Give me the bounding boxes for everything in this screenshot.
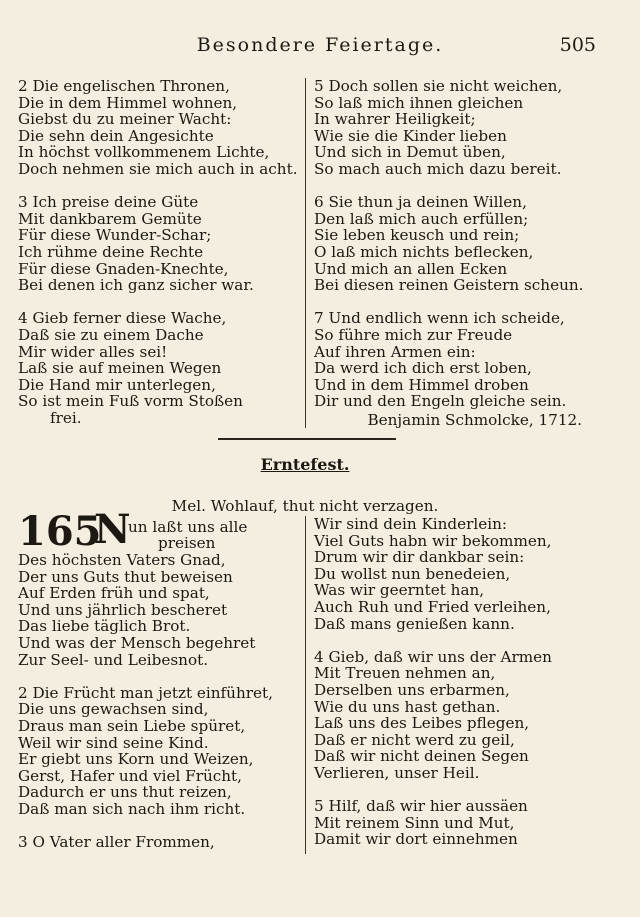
verse-line: Sie leben keusch und rein; [314, 226, 520, 245]
verse-line: Wie du uns hast gethan. [314, 697, 501, 716]
verse-line: Er giebt uns Korn und Weizen, [18, 750, 254, 769]
verse-line: 4 Gieb ferner diese Wache, [18, 309, 227, 328]
verse-line: So ist mein Fuß vorm Stoßen [18, 392, 243, 411]
stanza [314, 516, 596, 632]
verse-line: Die sehn dein Angesichte [18, 126, 214, 145]
verse-line: Bei diesen reinen Geistern scheun. [314, 276, 584, 295]
verse-line: Viel Guts habn wir bekommen, [314, 531, 552, 550]
stanza [18, 552, 300, 668]
verse-line: Auf ihren Armen ein: [314, 342, 476, 361]
verse-line: Zur Seel- und Leibesnot. [18, 650, 209, 669]
lower-column-divider [305, 516, 306, 854]
verse-line: So laß mich ihnen gleichen [314, 93, 524, 112]
verse-line: Daß er nicht werd zu geil, [314, 730, 515, 749]
verse-line: Laß uns des Leibes pflegen, [314, 714, 530, 733]
upper-left-column [18, 78, 300, 426]
verse-line: Gerst, Hafer und viel Frücht, [18, 766, 242, 785]
verse-line: Du wollst nun benedeien, [314, 564, 511, 583]
hymn-number: 165 [18, 508, 102, 555]
section-heading: Erntefest. [260, 455, 350, 474]
drop-cap: N [94, 506, 131, 553]
verse-line: Mit Treuen nehmen an, [314, 664, 496, 683]
verse-line: Ich rühme deine Rechte [18, 242, 204, 261]
verse-line: Auf Erden früh und spat, [18, 584, 210, 603]
verse-line: 3 Ich preise deine Güte [18, 193, 199, 212]
verse-line: Mir wider alles sei! [18, 342, 168, 361]
verse-line: Auch Ruh und Fried verleihen, [314, 597, 551, 616]
verse-line: Weil wir sind seine Kind. [18, 733, 209, 752]
verse-line: Für diese Gnaden-Knechte, [18, 259, 229, 278]
verse-line: Draus man sein Liebe spüret, [18, 716, 246, 735]
verse-line: 6 Sie thun ja deinen Willen, [314, 193, 527, 212]
verse-line: 5 Doch sollen sie nicht weichen, [314, 77, 563, 95]
verse-line: Und mich an allen Ecken [314, 259, 508, 278]
verse-line: Mit reinem Sinn und Mut, [314, 813, 515, 832]
upper-right-column [314, 78, 596, 410]
stanza [314, 310, 596, 410]
verse-line: frei. [50, 408, 82, 427]
verse-line: Wie sie die Kinder lieben [314, 126, 507, 145]
verse-line: O laß mich nichts beflecken, [314, 242, 534, 261]
verse-line: Daß man sich nach ihm richt. [18, 799, 246, 818]
verse-line: Daß sie zu einem Dache [18, 325, 204, 344]
verse-line: Bei denen ich ganz sicher war. [18, 276, 254, 295]
upper-column-divider [305, 78, 306, 428]
verse-line: Und in dem Himmel droben [314, 375, 529, 394]
page-number: 505 [559, 34, 596, 56]
verse-line: Daß mans genießen kann. [314, 614, 515, 633]
verse-line: Daß wir nicht deinen Segen [314, 747, 529, 766]
verse-line: Der uns Guts thut beweisen [18, 567, 233, 586]
stanza [18, 310, 300, 426]
verse-line: So führe mich zur Freude [314, 325, 513, 344]
verse-line: Mit dankbarem Gemüte [18, 209, 202, 228]
stanza [314, 194, 596, 294]
author-attribution: Benjamin Schmolcke, 1712. [367, 411, 582, 429]
verse-line: 7 Und endlich wenn ich scheide, [314, 309, 565, 328]
verse-line: Dadurch er uns thut reizen, [18, 783, 232, 802]
verse-line: Da werd ich dich erst loben, [314, 359, 532, 378]
melody-line: Mel. Wohlauf, thut nicht verzagen. [171, 497, 439, 515]
verse-line: 2 Die Frücht man jetzt einführet, [18, 683, 273, 702]
verse-line: Damit wir dort einnehmen [314, 830, 518, 849]
stanza [314, 798, 596, 848]
verse-line: Die in dem Himmel wohnen, [18, 93, 238, 112]
verse-line: Für diese Wunder-Schar; [18, 226, 212, 245]
verse-line: Den laß mich auch erfüllen; [314, 209, 529, 228]
verse-line: Was wir geerntet han, [314, 581, 485, 600]
verse-line: 4 Gieb, daß wir uns der Armen [314, 647, 552, 666]
section-divider [218, 438, 396, 440]
verse-line: Doch nehmen sie mich auch in acht. [18, 159, 298, 178]
stanza [314, 78, 596, 178]
verse-line: 3 O Vater aller Frommen, [18, 833, 215, 852]
first-line-continuation: preisen [158, 534, 216, 552]
first-line-rest: un laßt uns alle [128, 518, 248, 536]
lower-left-column [18, 552, 300, 851]
page-header-title: Besondere Feiertage. [196, 34, 444, 56]
verse-line: In wahrer Heiligkeit; [314, 110, 476, 129]
verse-line: Das liebe täglich Brot. [18, 617, 191, 636]
verse-line: So mach auch mich dazu bereit. [314, 159, 562, 178]
verse-line: Wir sind dein Kinderlein: [314, 515, 508, 533]
verse-line: 2 Die engelischen Thronen, [18, 77, 230, 95]
verse-line: Giebst du zu meiner Wacht: [18, 110, 232, 129]
verse-line: Derselben uns erbarmen, [314, 680, 510, 699]
stanza [18, 78, 300, 178]
verse-line: Dir und den Engeln gleiche sein. [314, 392, 567, 411]
verse-line: Und sich in Demut üben, [314, 143, 506, 162]
stanza [18, 194, 300, 294]
stanza [18, 685, 300, 818]
verse-line: Laß sie auf meinen Wegen [18, 359, 222, 378]
verse-line: 5 Hilf, daß wir hier aussäen [314, 797, 528, 816]
verse-line: Die Hand mir unterlegen, [18, 375, 216, 394]
verse-line: Und was der Mensch begehret [18, 633, 256, 652]
verse-line: Drum wir dir dankbar sein: [314, 548, 525, 567]
stanza [314, 649, 596, 782]
verse-line: Die uns gewachsen sind, [18, 700, 209, 719]
verse-line: In höchst vollkommenem Lichte, [18, 143, 270, 162]
stanza [18, 834, 300, 851]
verse-line: Des höchsten Vaters Gnad, [18, 551, 226, 569]
lower-right-column [314, 516, 596, 848]
verse-line: Verlieren, unser Heil. [314, 763, 480, 782]
verse-line: Und uns jährlich bescheret [18, 600, 228, 619]
